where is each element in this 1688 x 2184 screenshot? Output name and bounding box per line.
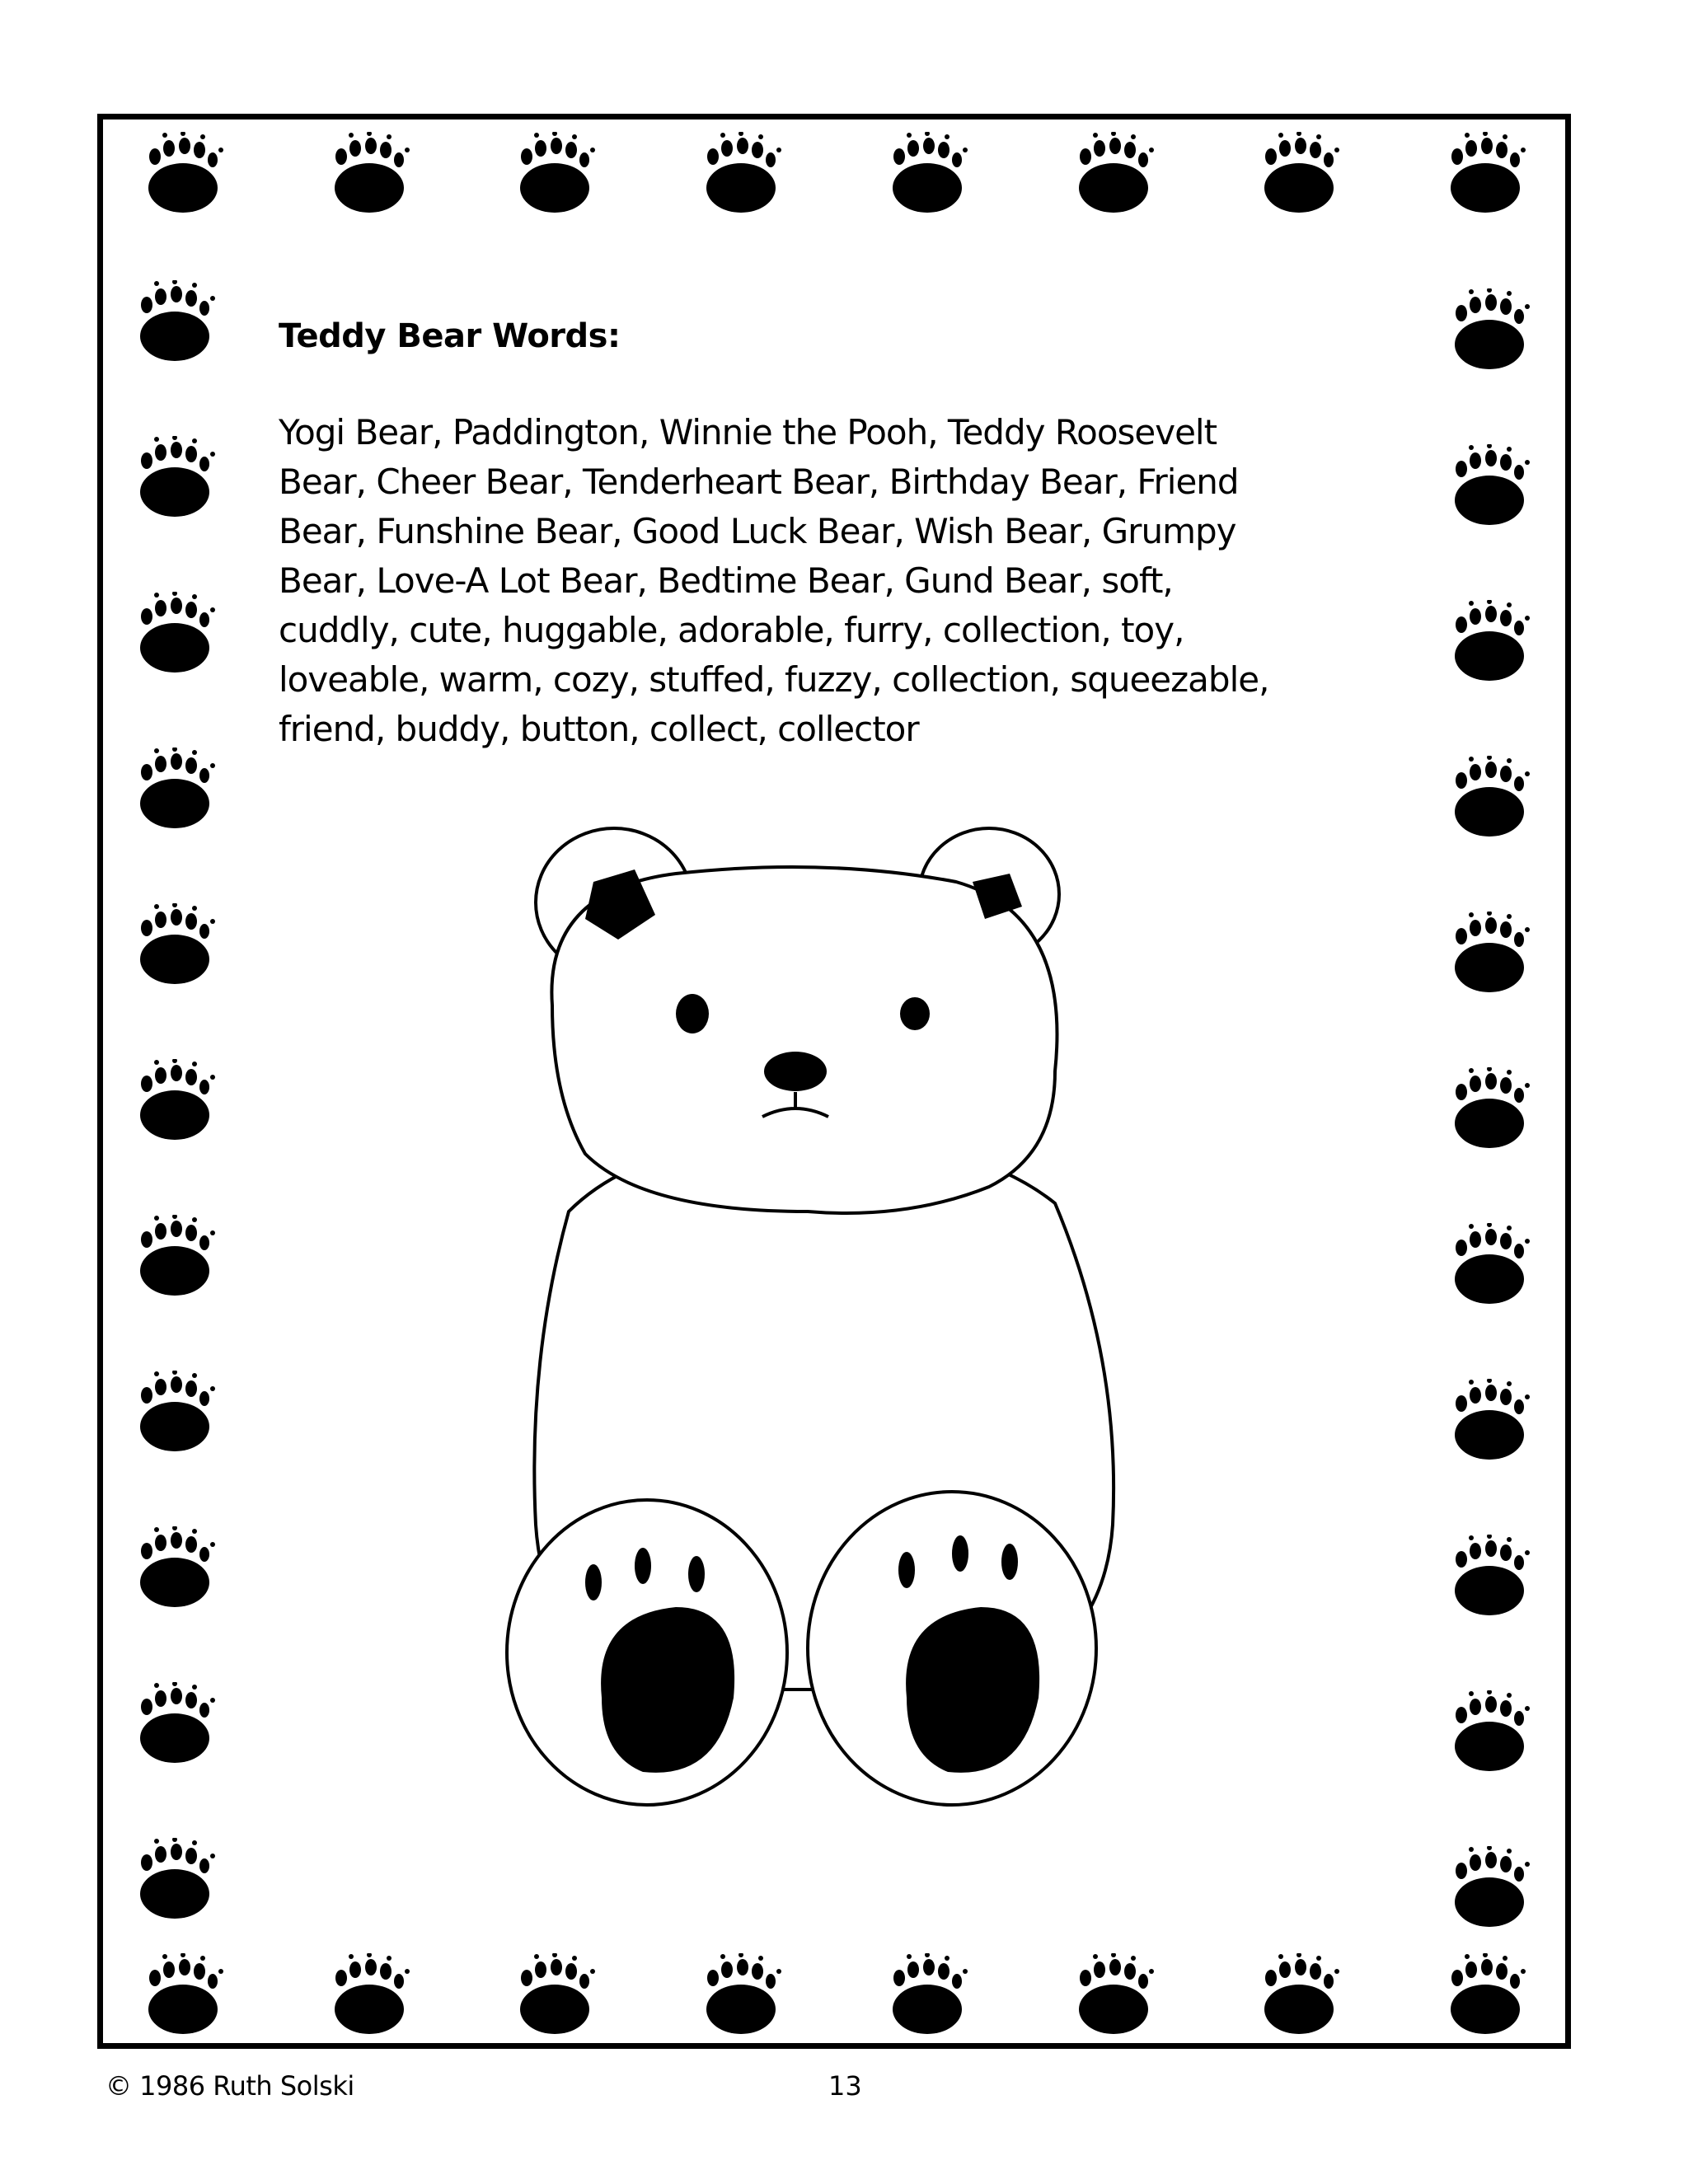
paw-print-icon [1434, 132, 1541, 214]
paw-print-icon [124, 1838, 231, 1920]
paw-print-icon [124, 748, 231, 830]
paw-print-icon [1438, 1535, 1545, 1617]
paw-print-icon [690, 132, 797, 214]
paw-print-icon [504, 1953, 611, 2036]
word-line: cuddly, cute, huggable, adorable, furry, collection, toy, [279, 610, 1184, 650]
paw-print-icon [1438, 912, 1545, 994]
paw-print-icon [876, 132, 983, 214]
word-line: loveable, warm, cozy, stuffed, fuzzy, collection, squeezable, [279, 659, 1269, 700]
paw-print-icon [876, 1953, 983, 2036]
word-line: Yogi Bear, Paddington, Winnie the Pooh, Teddy Roosevelt [279, 412, 1217, 452]
teddy-bear-illustration [478, 824, 1187, 1813]
paw-print-icon [124, 1526, 231, 1609]
word-line: friend, buddy, button, collect, collector [279, 709, 919, 749]
paw-print-icon [1438, 1223, 1545, 1305]
paw-print-icon [1438, 1379, 1545, 1461]
paw-print-icon [1438, 1846, 1545, 1929]
paw-print-icon [504, 132, 611, 214]
paw-print-icon [1438, 444, 1545, 527]
page-number: 13 [828, 2070, 862, 2102]
paw-print-icon [318, 1953, 425, 2036]
paw-print-icon [1438, 756, 1545, 838]
paw-print-icon [1438, 1690, 1545, 1773]
paw-print-icon [124, 1059, 231, 1141]
paw-print-icon [132, 1953, 239, 2036]
paw-print-icon [690, 1953, 797, 2036]
paw-print-icon [124, 592, 231, 674]
paw-print-icon [1438, 600, 1545, 682]
paw-print-icon [124, 1682, 231, 1765]
paw-print-icon [318, 132, 425, 214]
paw-print-icon [124, 436, 231, 518]
word-line: Bear, Love-A Lot Bear, Bedtime Bear, Gund Bear, soft, [279, 560, 1173, 601]
paw-print-icon [124, 1215, 231, 1297]
paw-print-icon [132, 132, 239, 214]
word-line: Bear, Cheer Bear, Tenderheart Bear, Birthday Bear, Friend [279, 462, 1239, 502]
paw-print-icon [1062, 1953, 1170, 2036]
paw-print-icon [1062, 132, 1170, 214]
paw-print-icon [1248, 1953, 1355, 2036]
word-line: Bear, Funshine Bear, Good Luck Bear, Wish Bear, Grumpy [279, 511, 1236, 551]
paw-print-icon [1434, 1953, 1541, 2036]
section-heading: Teddy Bear Words: [279, 317, 621, 355]
word-list [279, 408, 1416, 754]
paw-print-icon [1438, 288, 1545, 371]
paw-print-icon [124, 903, 231, 986]
paw-print-icon [124, 280, 231, 363]
copyright-notice: © 1986 Ruth Solski [106, 2070, 354, 2102]
paw-print-icon [1438, 1067, 1545, 1150]
paw-print-icon [1248, 132, 1355, 214]
paw-print-icon [124, 1371, 231, 1453]
